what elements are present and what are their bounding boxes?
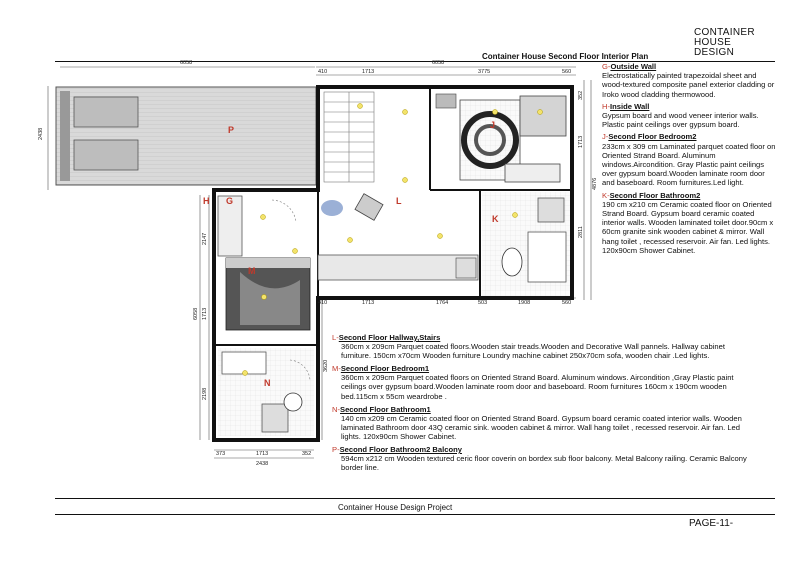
laundry-machine bbox=[456, 258, 476, 278]
brand-line-2: HOUSE bbox=[694, 37, 732, 48]
dim-label: 560 bbox=[562, 69, 572, 75]
dim-label: 2147 bbox=[202, 232, 208, 245]
note-desc: 360cm x 209cm Parquet coated floors.Wooden stair treads.Wooden and Decorative Wall pannels. Hallway cabinet furniture. 150cm x70cm Wooden furniture Loundry machine cabinet 250x70cm sofa, wooden chair .Led lights. bbox=[341, 342, 725, 361]
room-notes bbox=[332, 333, 752, 476]
legend-title: Outside Wall bbox=[610, 62, 657, 71]
footer-rule-top bbox=[55, 498, 775, 499]
dim-label: 352 bbox=[302, 451, 312, 457]
balcony-railing bbox=[60, 91, 70, 181]
dim-label: 3620 bbox=[323, 359, 329, 372]
dim-label: 2438 bbox=[38, 127, 44, 140]
wooden-chair bbox=[355, 194, 383, 221]
dim-label: 503 bbox=[478, 300, 488, 306]
note-key: M- bbox=[332, 364, 341, 374]
page-number: PAGE-11- bbox=[689, 518, 734, 529]
note-title: Second Floor Bedroom1 bbox=[340, 364, 430, 374]
rug bbox=[321, 200, 343, 216]
legend-key: H- bbox=[602, 101, 611, 111]
legend-key: J- bbox=[602, 132, 609, 142]
legend-key: G- bbox=[602, 62, 611, 71]
note-title: Second Floor Hallway,Stairs bbox=[338, 333, 441, 342]
legend-key: K- bbox=[602, 190, 610, 200]
note-hallway-stairs bbox=[332, 333, 752, 360]
note-title: Second Floor Bathroom1 bbox=[340, 404, 431, 414]
toilet bbox=[284, 393, 302, 411]
room-label-m: M bbox=[248, 266, 256, 276]
note-bathroom1 bbox=[332, 405, 752, 441]
note-desc: 140 cm x209 cm Ceramic coated floor on Oriented Strand Board. Gypsum board ceramic coated interior walls. Wooden laminated Bathroom door 43Q ceramic sink. wooden cabinet & mirror. Wall hang toilet , recessed reservoir. Air fan. Led lights. 120x90cm Shower Cabinet. bbox=[341, 413, 742, 441]
dim-label: 6058 bbox=[432, 60, 445, 66]
note-desc: 360cm x 209cm Parquet coated floors on Oriented Strand Board. Aluminum windows. Aircondition ,Gray Plastic paint ceilings over gypsum board.Wooden laminate room door and baseboard. Room furnitures 160cm x 190cm wooden bed.115cm x 55cm weardrobe . bbox=[341, 373, 734, 401]
footer-rule-bottom bbox=[55, 514, 775, 515]
footer-text: Container House Design Project bbox=[338, 503, 453, 512]
dim-label: 3775 bbox=[478, 69, 491, 75]
note-bedroom1 bbox=[332, 364, 752, 400]
dim-label: 1713 bbox=[362, 300, 375, 306]
room-label-l: L bbox=[396, 196, 402, 206]
shower-cabinet bbox=[528, 232, 566, 282]
note-key: P- bbox=[332, 445, 340, 455]
note-key: L- bbox=[332, 333, 339, 342]
hallway-cabinet bbox=[318, 255, 478, 280]
dim-label: 1713 bbox=[362, 69, 375, 75]
note-title: Second Floor Bathroom2 Balcony bbox=[339, 445, 462, 455]
dim-label: 2198 bbox=[202, 387, 208, 400]
stairs bbox=[324, 92, 374, 182]
sun-lounger bbox=[74, 97, 138, 127]
legend-item-outside-wall bbox=[602, 62, 777, 99]
legend-title: Inside Wall bbox=[610, 101, 650, 111]
room-label-k: K bbox=[492, 214, 499, 224]
dim-label: 4876 bbox=[592, 177, 598, 190]
brand-line-3: DESIGN bbox=[694, 47, 735, 58]
dim-label: 410 bbox=[318, 69, 328, 75]
dim-label: 6058 bbox=[180, 60, 193, 66]
room-label-j: J bbox=[490, 120, 496, 130]
note-balcony bbox=[332, 445, 752, 472]
bed bbox=[520, 96, 566, 136]
note-desc: 594cm x212 cm Wooden textured ceric floor coverin on bordex sub floor balcony. Metal Balcony railing. Ceramic Balcony border line. bbox=[341, 454, 747, 473]
dim-label: 373 bbox=[216, 451, 226, 457]
legend-item-inside-wall bbox=[602, 102, 777, 130]
legend bbox=[602, 62, 777, 258]
dim-label: 1713 bbox=[256, 451, 269, 457]
legend-desc: Electrostatically painted trapezoidal sheet and wood-textured composite panel exterior cladding or Iroko wood cladding thermowood. bbox=[602, 71, 775, 99]
desk bbox=[505, 164, 560, 182]
dim-label: 1713 bbox=[578, 135, 584, 148]
dim-label: 1764 bbox=[436, 300, 449, 306]
legend-desc: 190 cm x210 cm Ceramic coated floor on Oriented Strand Board. Gypsum board ceramic coated interior walls. Wooden laminated toilet door.90cm x 60cm granite sink wooden cabinet & mirror. Wall hang toilet , recessed reservoir. Air fan. Led lights. 120x90cm Shower Cabinet. bbox=[602, 199, 774, 255]
dim-label: 1908 bbox=[518, 300, 531, 306]
legend-desc: Gypsum board and wood veneer interior walls. Plastic paint ceilings over gypsum board. bbox=[602, 111, 759, 130]
legend-title: Second Floor Bathroom2 bbox=[609, 190, 701, 200]
room-label-g: G bbox=[226, 196, 234, 206]
dim-label: 6058 bbox=[193, 307, 199, 320]
sun-lounger bbox=[74, 140, 138, 170]
dim-label: 1713 bbox=[202, 307, 208, 320]
nightstand bbox=[436, 94, 456, 108]
room-label-n: N bbox=[264, 378, 271, 388]
legend-item-bedroom2 bbox=[602, 132, 777, 187]
toilet bbox=[502, 248, 522, 276]
sink-cabinet bbox=[262, 404, 288, 432]
dim-label: 410 bbox=[318, 300, 328, 306]
legend-desc: 233cm x 309 cm Laminated parquet coated floor on Oriented Strand Board. Aluminum windows.Aircondition. Gray Plastic paint ceilings over gypsum board.Wooden laminate room door and baseboard. Room furnitures.Led light. bbox=[602, 141, 776, 188]
brand-line-1: CONTAINER bbox=[694, 27, 755, 38]
legend-item-bathroom2 bbox=[602, 191, 777, 255]
dim-label: 2811 bbox=[578, 226, 584, 238]
dim-label: 560 bbox=[562, 300, 572, 306]
note-key: N- bbox=[332, 404, 341, 414]
room-label-h: H bbox=[203, 196, 210, 206]
dim-label: 352 bbox=[578, 90, 584, 100]
legend-title: Second Floor Bedroom2 bbox=[608, 132, 697, 142]
page-title: Container House Second Floor Interior Plan bbox=[482, 52, 649, 61]
sink-cabinet bbox=[538, 198, 564, 222]
dim-label: 2438 bbox=[256, 461, 269, 467]
room-label-p: P bbox=[228, 125, 235, 135]
